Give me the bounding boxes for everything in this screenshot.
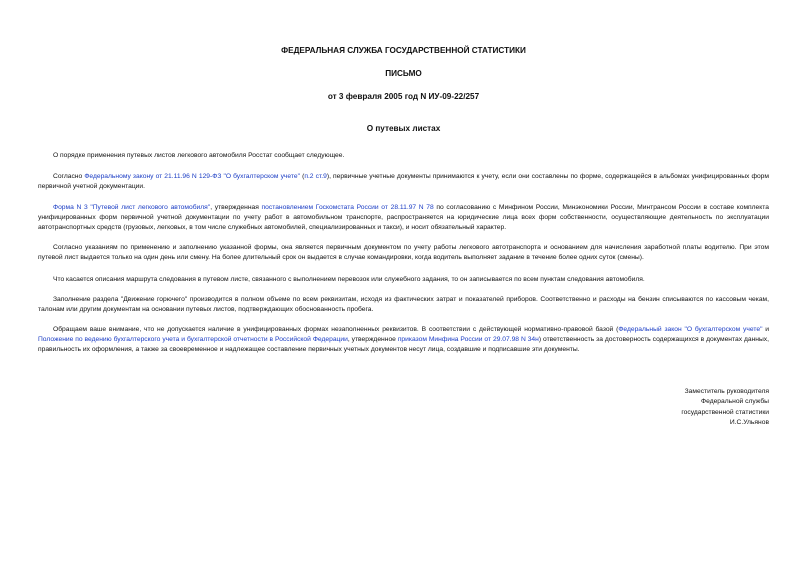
paragraph-text: ), первичные учетные документы принимаются к учету, если они составлены по форме, содержащейся в альбомах унифицированных форм первичной учетной документации. [38,173,769,191]
paragraph-text: Заполнение раздела "Движение горючего" производится в полном объеме по всем реквизитам, исходя из фактических затрат и показателей приборов. Соответственно и расходы на бензин списываются по кассовым чекам, талонам или другим документам на основании путевых листов, подтверждающих обоснованность пробега. [38,296,769,314]
document-subject: О путевых листах [366,124,441,133]
document-date-number: от 3 февраля 2005 год N ИУ-09-22/257 [327,92,480,101]
paragraph-2 [38,172,769,192]
paragraph-text: Согласно указаниям по применению и заполнению указанной формы, она является первичным документом по учету работы легкового автотранспорта и основанием для начисления заработной платы водителю. При этом путевой лист выдается только на один день или смену. На более длительный срок он выдается в случае командировки, когда водитель выполняет задание в течение более одних суток (смены). [38,244,769,262]
paragraph-text: Что касается описания маршрута следования в путевом листе, связанного с выполнением перевозок или служебного задания, то он записывается по всем пунктам следования автомобиля. [53,276,645,283]
paragraph-7 [38,325,769,356]
link-minfin-order[interactable]: приказом Минфина России от 29.07.98 N 34н [397,336,539,344]
paragraph-text: и [762,326,769,333]
paragraph-4 [38,243,769,263]
link-clause-2-article-9[interactable]: п.2 ст.9 [304,173,327,180]
paragraph-text: ( [300,173,305,180]
signature-name: И.С.Ульянов [729,418,769,426]
paragraph-text: Согласно [53,173,85,180]
link-federal-law[interactable]: Федеральный закон "О бухгалтерском учете" [618,326,763,333]
document-type: ПИСЬМО [385,69,422,78]
link-form-3[interactable]: Форма N 3 "Путевой лист легкового автомобиля" [53,204,211,211]
link-goskomstat-resolution[interactable]: постановлением Госкомстата России от 28.11.97 N 78 [261,204,434,211]
paragraph-text: , утвержденное [347,336,398,344]
signature-block [569,387,769,428]
paragraph-text: Обращаем ваше внимание, что не допускается наличие в унифицированных формах незаполненных реквизитов. В соответствии с действующей нормативно-правовой базой ( [53,326,619,333]
agency-title: ФЕДЕРАЛЬНАЯ СЛУЖБА ГОСУДАРСТВЕННОЙ СТАТИСТИКИ [281,46,526,55]
paragraph-3 [38,203,769,234]
paragraph-1 [38,151,769,161]
paragraph-text: , утвержденная [210,204,262,211]
link-accounting-regulation[interactable]: Положение по ведению бухгалтерского учета и бухгалтерской отчетности в Российской Федерации [38,336,348,344]
signature-agency-line-1: Федеральной службы [701,398,769,406]
paragraph-text: О порядке применения путевых листов легкового автомобиля Росстат сообщает следующее. [53,152,345,159]
signature-agency-line-2: государственной статистики [681,408,769,416]
paragraph-5 [38,275,769,285]
signature-position: Заместитель руководителя [684,388,769,395]
paragraph-6 [38,295,769,315]
paragraph-text: ) ответственность за достоверность содержащихся в документах данных, правильность их оформления, а также за своевременное и надлежащее составление первичных учетных документов несут лица, создавшие и подписавшие эти документы. [38,336,769,354]
link-accounting-law[interactable]: Федеральному закону от 21.11.96 N 129-ФЗ "О бухгалтерском учете" [84,173,300,180]
paragraph-text: по согласованию с Минфином России, Минэкономики России, Минтрансом России в составе комплекта унифицированных форм первичной учетной документации по учету работ в автомобильном транспорте, распространяется на юридические лица всех форм собственности, осуществляющие деятельность по эксплуатации автотранспортных средств (грузовых, легковых, в том числе служебных автомобилей, специализированных и такси), и носит обязательный характер. [38,204,769,232]
